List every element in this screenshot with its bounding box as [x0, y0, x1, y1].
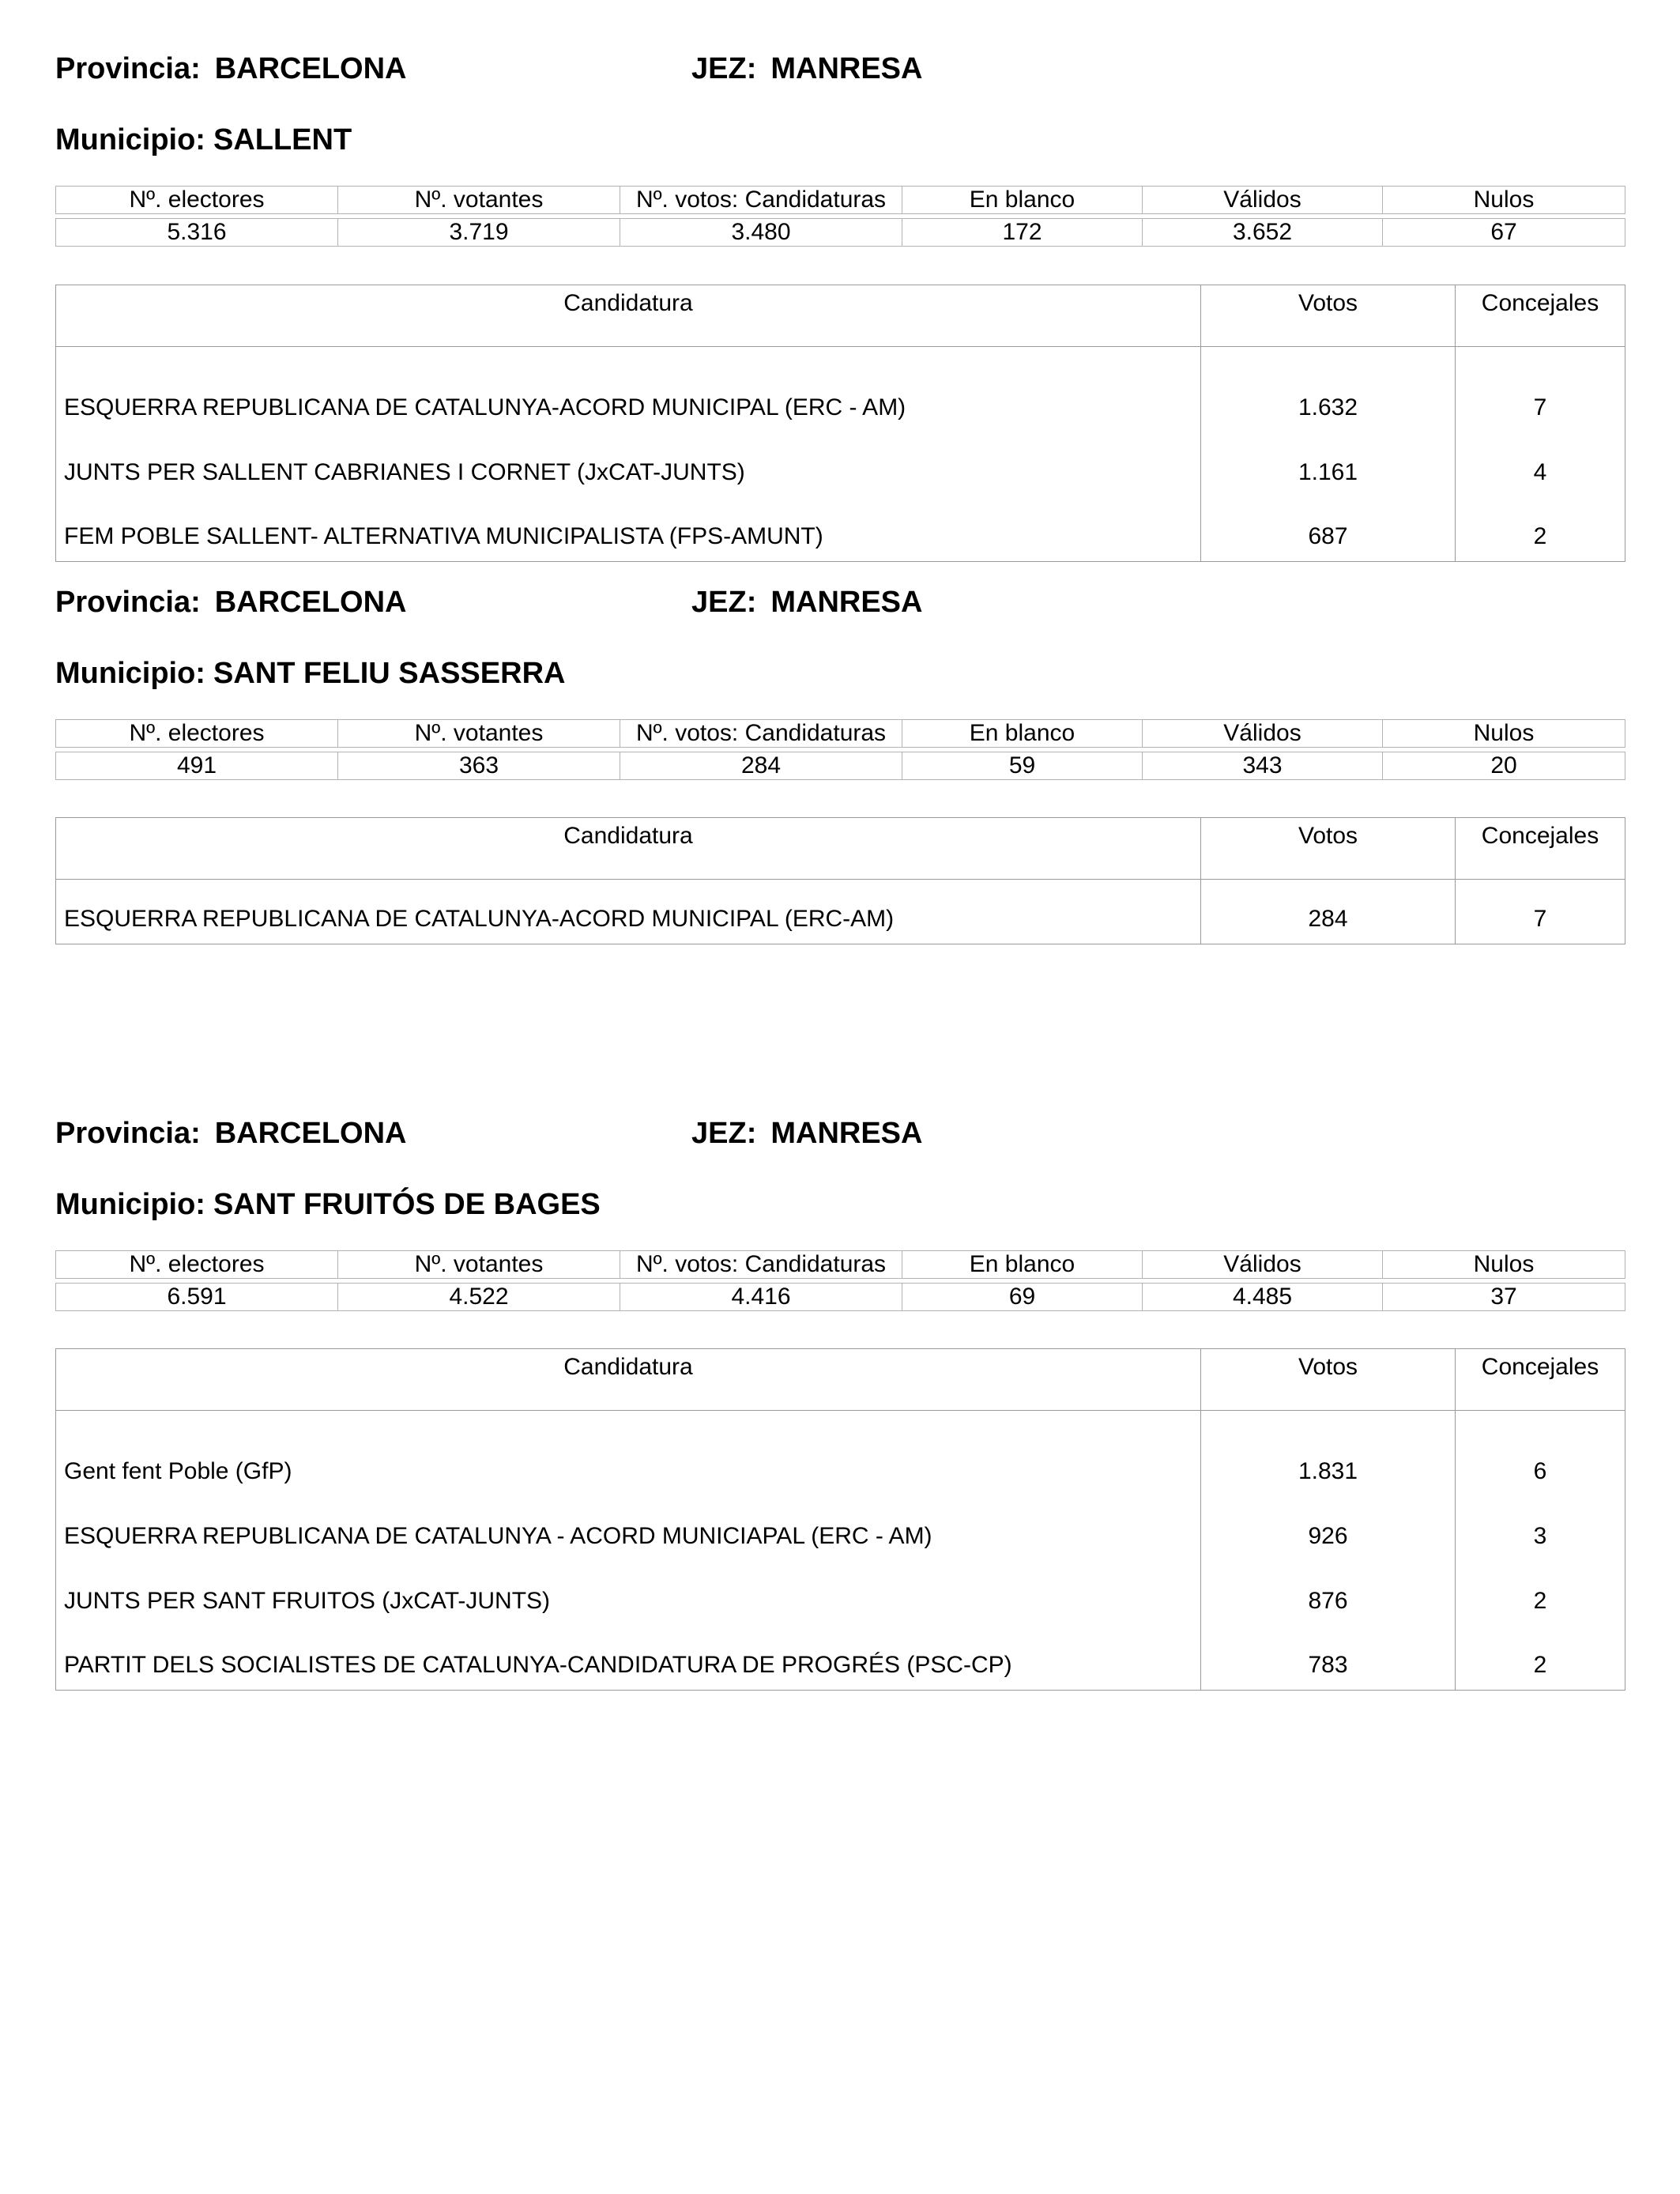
- stats-value-row: [56, 752, 1625, 780]
- stats-header-votos-candidaturas: Nº. votos: Candidaturas: [620, 187, 902, 214]
- stats-value-nulos: 20: [1383, 752, 1625, 780]
- provincia-label: Provincia:: [55, 586, 201, 619]
- candidate-votos: 687: [1201, 497, 1456, 562]
- stats-header-electores: Nº. electores: [56, 187, 338, 214]
- candidate-concejales: 2: [1456, 1561, 1625, 1626]
- candidate-concejales: 6: [1456, 1411, 1625, 1496]
- candidates-header-votos: Votos: [1201, 1349, 1456, 1411]
- stats-table: [55, 1250, 1625, 1311]
- stats-header-nulos: Nulos: [1383, 187, 1625, 214]
- candidates-table: [55, 817, 1625, 944]
- candidate-name: Gent fent Poble (GfP): [56, 1411, 1201, 1496]
- candidate-row: [56, 1411, 1625, 1496]
- jez-value: MANRESA: [770, 52, 923, 85]
- candidate-votos: 876: [1201, 1561, 1456, 1626]
- candidate-name: FEM POBLE SALLENT- ALTERNATIVA MUNICIPALISTA (FPS-AMUNT): [56, 497, 1201, 562]
- jez-header: [691, 1118, 922, 1148]
- stats-value-electores: 5.316: [56, 219, 338, 247]
- candidates-header-row: [56, 1349, 1625, 1411]
- candidate-votos: 284: [1201, 880, 1456, 944]
- stats-value-en-blanco: 69: [902, 1284, 1143, 1311]
- stats-value-nulos: 67: [1383, 219, 1625, 247]
- stats-value-validos: 343: [1143, 752, 1383, 780]
- stats-header-electores: Nº. electores: [56, 720, 338, 748]
- stats-header-validos: Válidos: [1143, 1251, 1383, 1279]
- section-sallent: [55, 47, 1625, 549]
- stats-table: [55, 719, 1625, 780]
- candidate-votos: 1.161: [1201, 432, 1456, 497]
- stats-header-electores: Nº. electores: [56, 1251, 338, 1279]
- stats-header-row: [56, 1251, 1625, 1279]
- municipio-header: [55, 1189, 601, 1220]
- candidates-header-row: [56, 818, 1625, 880]
- stats-value-validos: 4.485: [1143, 1284, 1383, 1311]
- municipio-label: Municipio:: [55, 1188, 205, 1221]
- stats-header-votos-candidaturas: Nº. votos: Candidaturas: [620, 1251, 902, 1279]
- candidates-table: [55, 285, 1625, 562]
- stats-value-en-blanco: 172: [902, 219, 1143, 247]
- candidates-header-votos: Votos: [1201, 818, 1456, 880]
- candidate-row: [56, 1626, 1625, 1691]
- jez-value: MANRESA: [770, 586, 923, 619]
- candidate-concejales: 2: [1456, 497, 1625, 562]
- provincia-header: [55, 587, 407, 617]
- stats-header-en-blanco: En blanco: [902, 1251, 1143, 1279]
- candidate-row: [56, 1496, 1625, 1561]
- candidates-header-concejales: Concejales: [1456, 285, 1625, 347]
- stats-value-row: [56, 219, 1625, 247]
- stats-value-votantes: 4.522: [338, 1284, 620, 1311]
- candidate-name: JUNTS PER SANT FRUITOS (JxCAT-JUNTS): [56, 1561, 1201, 1626]
- candidate-name: ESQUERRA REPUBLICANA DE CATALUNYA - ACORD MUNICIAPAL (ERC - AM): [56, 1496, 1201, 1561]
- provincia-header: [55, 1118, 407, 1148]
- stats-value-electores: 491: [56, 752, 338, 780]
- section-sant-feliu-sasserra: [55, 581, 1625, 960]
- stats-value-en-blanco: 59: [902, 752, 1143, 780]
- jez-label: JEZ:: [691, 52, 757, 85]
- stats-value-votos-candidaturas: 284: [620, 752, 902, 780]
- candidates-header-candidatura: Candidatura: [56, 285, 1201, 347]
- candidate-votos: 783: [1201, 1626, 1456, 1691]
- candidates-header-concejales: Concejales: [1456, 818, 1625, 880]
- candidate-row: [56, 1561, 1625, 1626]
- municipio-value: SANT FRUITÓS DE BAGES: [213, 1188, 601, 1221]
- jez-label: JEZ:: [691, 586, 757, 619]
- candidate-concejales: 3: [1456, 1496, 1625, 1561]
- provincia-label: Provincia:: [55, 1117, 201, 1150]
- stats-value-electores: 6.591: [56, 1284, 338, 1311]
- candidate-row: [56, 347, 1625, 432]
- candidates-header-concejales: Concejales: [1456, 1349, 1625, 1411]
- candidates-header-candidatura: Candidatura: [56, 1349, 1201, 1411]
- candidate-row: [56, 432, 1625, 497]
- stats-value-votantes: 3.719: [338, 219, 620, 247]
- stats-header-votantes: Nº. votantes: [338, 187, 620, 214]
- stats-header-votantes: Nº. votantes: [338, 720, 620, 748]
- candidates-header-votos: Votos: [1201, 285, 1456, 347]
- section-sant-fruitos-de-bages: [55, 1112, 1625, 1681]
- candidate-name: ESQUERRA REPUBLICANA DE CATALUNYA-ACORD MUNICIPAL (ERC-AM): [56, 880, 1201, 944]
- municipio-label: Municipio:: [55, 657, 205, 690]
- provincia-value: BARCELONA: [214, 586, 407, 619]
- stats-header-nulos: Nulos: [1383, 1251, 1625, 1279]
- candidate-row: [56, 497, 1625, 562]
- candidates-header-candidatura: Candidatura: [56, 818, 1201, 880]
- stats-header-validos: Válidos: [1143, 187, 1383, 214]
- candidate-row: [56, 880, 1625, 944]
- candidate-concejales: 2: [1456, 1626, 1625, 1691]
- jez-header: [691, 587, 922, 617]
- candidate-name: ESQUERRA REPUBLICANA DE CATALUNYA-ACORD MUNICIPAL (ERC - AM): [56, 347, 1201, 432]
- provincia-header: [55, 54, 407, 84]
- stats-value-votos-candidaturas: 4.416: [620, 1284, 902, 1311]
- jez-header: [691, 54, 922, 84]
- candidate-name: PARTIT DELS SOCIALISTES DE CATALUNYA-CANDIDATURA DE PROGRÉS (PSC-CP): [56, 1626, 1201, 1691]
- candidate-concejales: 7: [1456, 347, 1625, 432]
- stats-value-nulos: 37: [1383, 1284, 1625, 1311]
- stats-value-votos-candidaturas: 3.480: [620, 219, 902, 247]
- jez-value: MANRESA: [770, 1117, 923, 1150]
- municipio-label: Municipio:: [55, 123, 205, 156]
- stats-header-row: [56, 187, 1625, 214]
- provincia-value: BARCELONA: [214, 52, 407, 85]
- candidate-votos: 926: [1201, 1496, 1456, 1561]
- stats-header-row: [56, 720, 1625, 748]
- municipio-header: [55, 658, 565, 688]
- stats-value-votantes: 363: [338, 752, 620, 780]
- candidate-name: JUNTS PER SALLENT CABRIANES I CORNET (JxCAT-JUNTS): [56, 432, 1201, 497]
- municipio-header: [55, 125, 352, 155]
- candidate-concejales: 7: [1456, 880, 1625, 944]
- jez-label: JEZ:: [691, 1117, 757, 1150]
- provincia-value: BARCELONA: [214, 1117, 407, 1150]
- stats-table: [55, 186, 1625, 247]
- candidate-votos: 1.831: [1201, 1411, 1456, 1496]
- stats-header-en-blanco: En blanco: [902, 187, 1143, 214]
- candidate-votos: 1.632: [1201, 347, 1456, 432]
- municipio-value: SANT FELIU SASSERRA: [213, 657, 566, 690]
- candidate-concejales: 4: [1456, 432, 1625, 497]
- stats-header-votantes: Nº. votantes: [338, 1251, 620, 1279]
- stats-header-nulos: Nulos: [1383, 720, 1625, 748]
- stats-value-validos: 3.652: [1143, 219, 1383, 247]
- provincia-label: Provincia:: [55, 52, 201, 85]
- stats-value-row: [56, 1284, 1625, 1311]
- candidates-header-row: [56, 285, 1625, 347]
- stats-header-votos-candidaturas: Nº. votos: Candidaturas: [620, 720, 902, 748]
- candidates-table: [55, 1348, 1625, 1691]
- stats-header-validos: Válidos: [1143, 720, 1383, 748]
- municipio-value: SALLENT: [213, 123, 352, 156]
- stats-header-en-blanco: En blanco: [902, 720, 1143, 748]
